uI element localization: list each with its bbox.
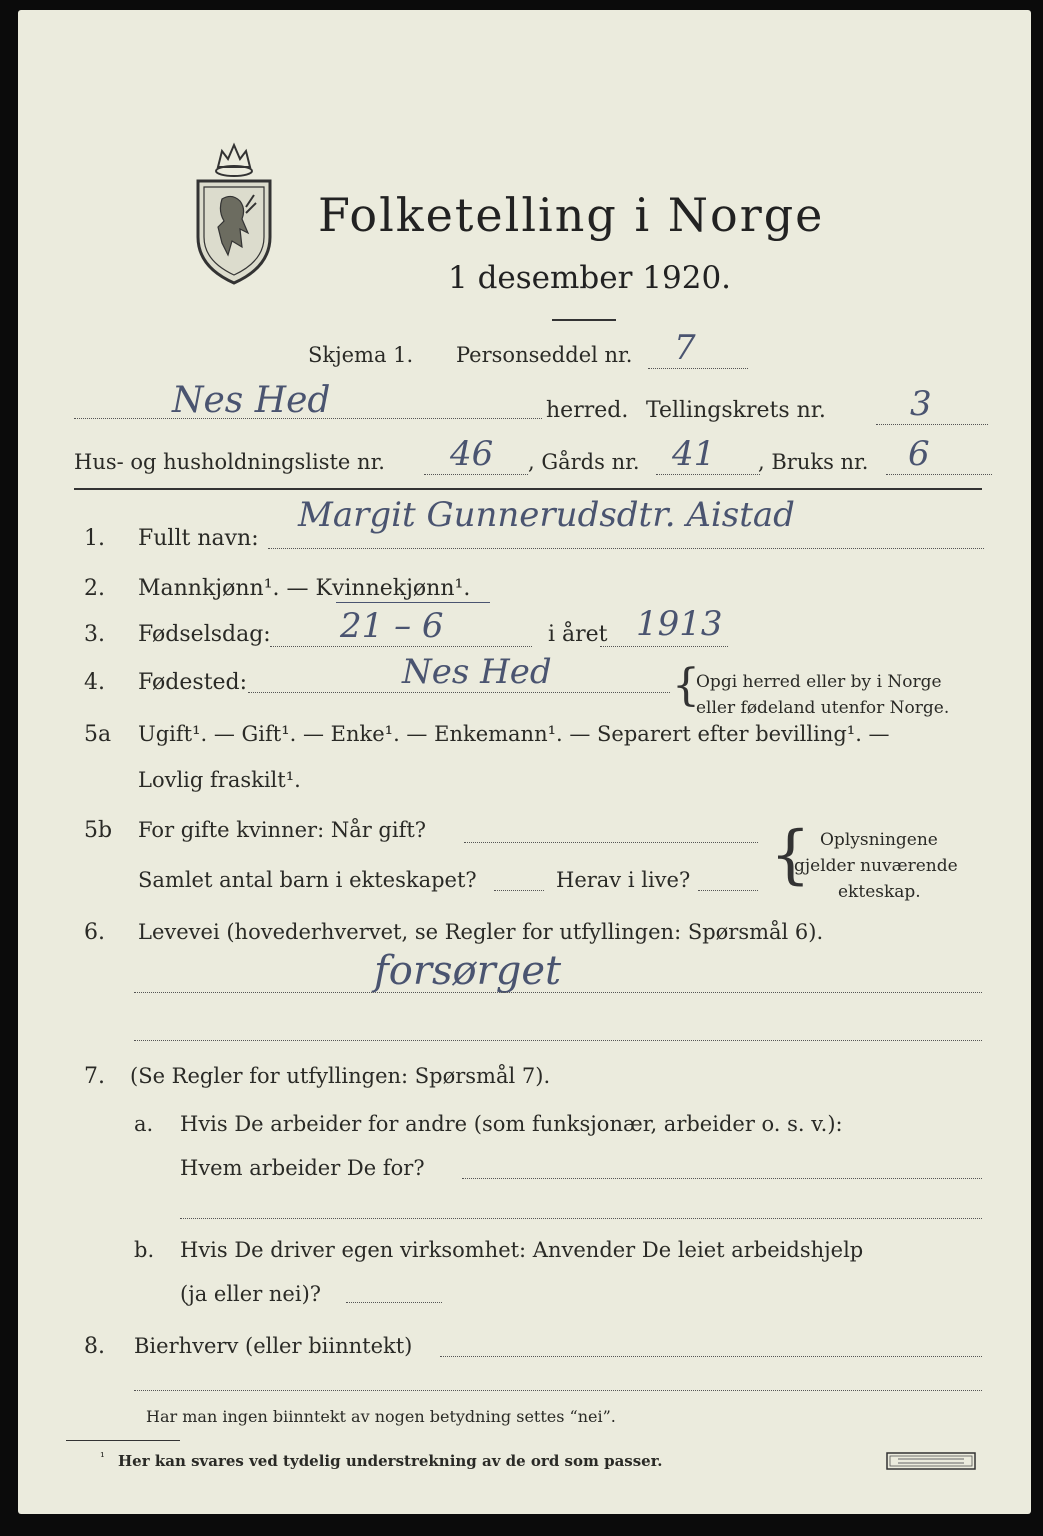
coat-of-arms-icon (188, 137, 280, 287)
q2-underline-kvinnekjonn (336, 602, 490, 603)
gards-line (656, 474, 760, 475)
gards-value: 41 (672, 434, 716, 474)
q1-line (268, 548, 984, 549)
q5b-children-line (494, 890, 544, 891)
tellingskrets-value: 3 (910, 384, 932, 424)
q7b-letter: b. (134, 1238, 155, 1262)
q4-brace: { (672, 660, 700, 711)
census-date: 1 desember 1920. (448, 260, 732, 296)
q8-extra-line (134, 1390, 982, 1391)
footer-divider (66, 1440, 180, 1441)
q5b-alive-label: Herav i live? (556, 868, 691, 892)
hus-value: 46 (450, 434, 494, 474)
q3-value: 21 – 6 (340, 606, 444, 646)
tellingskrets-line (876, 424, 988, 425)
q7a-line2: Hvem arbeider De for? (180, 1156, 425, 1180)
q7a-letter: a. (134, 1112, 154, 1136)
q8-label: Bierhverv (eller biinntekt) (134, 1334, 413, 1358)
q8-line (440, 1356, 982, 1357)
herred-value: Nes Hed (172, 380, 331, 421)
q3-year-label: i året (548, 622, 608, 647)
q3-year-line (600, 646, 728, 647)
q3-line (270, 646, 532, 647)
q7b-line2: (ja eller nei)? (180, 1282, 322, 1306)
q5a-number: 5a (84, 722, 112, 747)
footnote-text: Her kan svares ved tydelig understrekning av de ord som passer. (118, 1452, 663, 1470)
q5b-number: 5b (84, 818, 113, 843)
q3-label: Fødselsdag: (138, 622, 271, 647)
q5a-line2: Lovlig fraskilt¹. (138, 768, 301, 792)
q5b-when-married-label: For gifte kvinner: Når gift? (138, 818, 427, 842)
q5b-brace: { (770, 818, 811, 892)
personseddel-value: 7 (674, 328, 696, 368)
title-divider (552, 319, 616, 321)
q8-number: 8. (84, 1334, 105, 1359)
bruks-value: 6 (908, 434, 930, 474)
q5a-line1: Ugift¹. — Gift¹. — Enke¹. — Enkemann¹. — Separert efter bevilling¹. — (138, 722, 890, 746)
q2-label: Mannkjønn¹. — Kvinnekjønn¹. (138, 576, 471, 601)
q3-number: 3. (84, 622, 105, 647)
q7a-line1: Hvis De arbeider for andre (som funksjonær, arbeider o. s. v.): (180, 1112, 843, 1136)
hus-label: Hus- og husholdningsliste nr. (74, 450, 385, 474)
footnote-mark: ¹ (100, 1450, 105, 1464)
printer-stamp-icon (886, 1452, 976, 1470)
q7-number: 7. (84, 1064, 105, 1089)
herred-label: herred. (546, 398, 629, 423)
q4-note-line1: Opgi herred eller by i Norge (696, 672, 942, 692)
q1-number: 1. (84, 526, 105, 551)
q4-line (248, 692, 670, 693)
q6-line1 (134, 992, 982, 993)
q1-value: Margit Gunnerudsdtr. Aistad (298, 495, 795, 535)
bruks-label: , Bruks nr. (758, 450, 869, 474)
q6-line2 (134, 1040, 982, 1041)
page-title: Folketelling i Norge (318, 188, 825, 242)
q1-label: Fullt navn: (138, 526, 259, 551)
q4-value: Nes Hed (402, 652, 552, 692)
q7-label: (Se Regler for utfyllingen: Spørsmål 7). (130, 1064, 551, 1088)
q5b-when-married-line (464, 842, 758, 843)
bruks-line (886, 474, 992, 475)
q5b-note-line1: Oplysningene (820, 830, 938, 850)
q6-value: forsørget (374, 948, 562, 994)
q7b-line1: Hvis De driver egen virksomhet: Anvender De leiet arbeidshjelp (180, 1238, 864, 1262)
personseddel-line (648, 368, 748, 369)
q7a-extra-line (180, 1218, 982, 1219)
tellingskrets-label: Tellingskrets nr. (646, 398, 826, 423)
q5b-note-line2: gjelder nuværende (794, 856, 958, 876)
hus-line (424, 474, 528, 475)
gards-label: , Gårds nr. (528, 450, 640, 474)
q2-number: 2. (84, 576, 105, 601)
q6-label: Levevei (hovederhvervet, se Regler for utfyllingen: Spørsmål 6). (138, 920, 824, 944)
q7b-line (346, 1302, 442, 1303)
personseddel-label: Personseddel nr. (456, 343, 633, 367)
skjema-label: Skjema 1. (308, 343, 414, 367)
q4-label: Fødested: (138, 670, 248, 695)
header-divider (74, 488, 982, 490)
q4-number: 4. (84, 670, 105, 695)
q6-number: 6. (84, 920, 105, 945)
q5b-note-line3: ekteskap. (838, 882, 921, 902)
q5b-children-label: Samlet antal barn i ekteskapet? (138, 868, 477, 892)
q5b-alive-line (698, 890, 758, 891)
footer-note-nei: Har man ingen biinntekt av nogen betydning settes “nei”. (146, 1407, 616, 1426)
q7a-line (462, 1178, 982, 1179)
q3-year-value: 1913 (636, 604, 723, 644)
q4-note-line2: eller fødeland utenfor Norge. (696, 698, 950, 718)
